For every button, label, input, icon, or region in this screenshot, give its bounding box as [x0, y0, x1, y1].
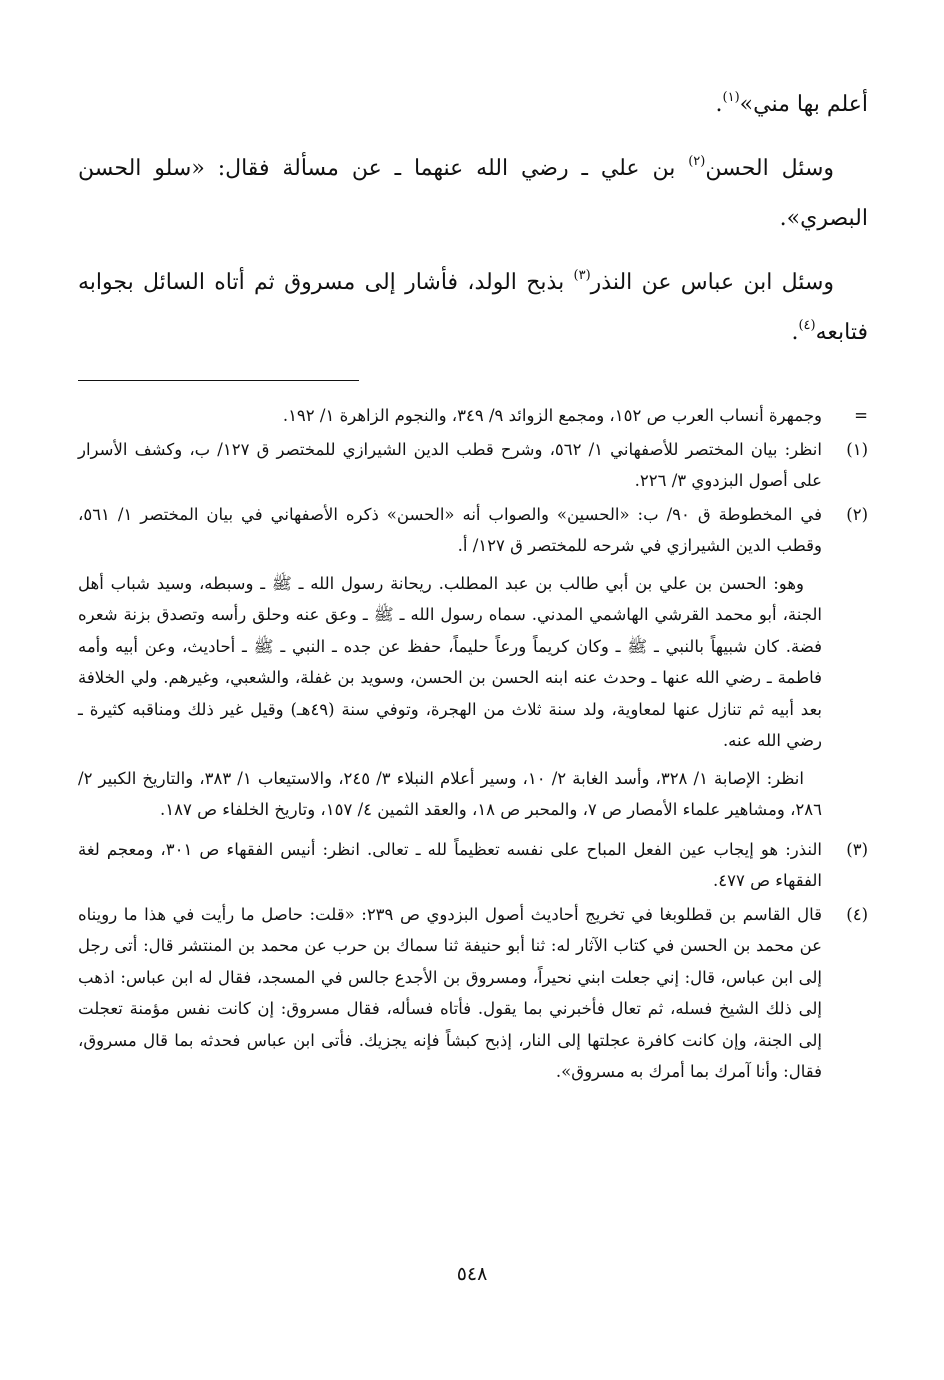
footnote-2-sources: انظر: الإصابة ١/ ٣٢٨، وأسد الغابة ٢/ ١٠، وسير أعلام النبلاء ٣/ ٢٤٥، والاستيعاب ١/ ٣٨٣، والتاريخ الكبير ٢/ ٢٨٦، ومشاهير علماء الأمصار ص ٧، والمحبر ص ١٨، والعقد الثمين ٤/ ١٥٧، وتاريخ الخلفاء ص ١٨٧. [78, 768, 822, 819]
footnote-ref-1[interactable]: (١) [722, 89, 740, 105]
footnote-mark: (٤) [846, 904, 868, 924]
footnote-ref-3[interactable]: (٣) [573, 267, 591, 283]
footnote-mark: (٣) [846, 839, 868, 859]
main-paragraph-2: وسئل الحسن$^{(٢)}$ بن علي ـ رضي الله عنهما ـ عن مسألة فقال: «سلو الحسن البصري». [78, 153, 868, 231]
footnote-ref-2[interactable]: (٢) [688, 153, 706, 169]
main-paragraph-1: أعلم بها مني»$^{(١)}$. [715, 89, 868, 117]
footnote-4: (٤) قال القاسم بن قطلوبغا في تخريج أحاديث أصول البزدوي ص ٢٣٩: «قلت: حاصل ما رأيت في هذا ما رويناه عن محمد بن الحسن في كتاب الآثار له: ثنا أبو حنيفة ثنا سماك بن حرب عن محمد بن المنتشر قال: أتى رجل إلى ابن عباس، قال: إني جعلت ابني نحيراً، ومسروق بن الأجدع جالس في المسجد، فقال له ابن عباس: اذهب إلى ذلك الشيخ فسله، ثم تعال فأخبرني بما يقول. فأتاه فسأله، فقال مسروق: إن كانت نفس مؤمنة تعجلت إلى الجنة، وإن كانت كافرة عجلتها إلى النار، إذبح كبشاً فإنه يجزيك. فأتى ابن عباس فحدثه بما قال مسروق، فقال: وأنا آمرك بما أمرك به مسروق». [78, 899, 868, 1088]
footnote-2-paragraph: في المخطوطة ق ٩٠/ ب: «الحسين» والصواب أنه «الحسن» ذكره الأصفهاني في بيان المختصر ١/ ٥٦١، وقطب الدين الشيرازي في شرحه للمختصر ق ١٢٧/ أ. [78, 504, 822, 555]
footnote-2 [78, 499, 868, 832]
main-text [78, 80, 868, 372]
footnote-separator [78, 380, 359, 381]
footnotes [78, 400, 868, 1090]
footnote-continuation: = وجمهرة أنساب العرب ص ١٥٢، ومجمع الزوائد ٩/ ٣٤٩، والنجوم الزاهرة ١/ ١٩٢. [78, 400, 868, 432]
footnote-2-biography: وهو: الحسن بن علي بن أبي طالب بن عبد المطلب. ريحانة رسول الله ـ ﷺ ـ وسبطه، وسيد شباب أهل الجنة، أبو محمد القرشي الهاشمي المدني. سماه رسول الله ـ ﷺ ـ وعق عنه وحلق رأسه وتصدق بزنة شعره فضة. كان شبيهاً بالنبي ـ ﷺ ـ وكان كريماً ورعاً حليماً، حفظ عن جده ـ النبي ـ ﷺ ـ أحاديث، وعن أبيه وأمه فاطمة ـ رضي الله عنها ـ وحدث عنه ابنه الحسن بن الحسن، وسويد بن غفلة، والشعبي، وغيرهم. ولي الخلافة بعد أبيه ثم تنازل عنها لمعاوية، ولد سنة ثلاث من الهجرة، وتوفي سنة (٤٩هـ) وقيل غير ذلك ومناقبه كثيرة ـ رضي الله عنه. [78, 573, 822, 750]
main-paragraph-3: وسئل ابن عباس عن النذر$^{(٣)}$ بذبح الولد، فأشار إلى مسروق ثم أتاه السائل بجوابه فتابعه$^{(٤)}$. [78, 267, 868, 345]
page-number: ٥٤٨ [456, 1263, 488, 1285]
footnote-1: (١) انظر: بيان المختصر للأصفهاني ١/ ٥٦٢، وشرح قطب الدين الشيرازي للمختصر ق ١٢٧/ ب، وكشف الأسرار على أصول البزدوي ٣/ ٢٢٦. [78, 434, 868, 497]
footnote-mark: = [854, 406, 868, 425]
footnote-mark: (١) [846, 439, 868, 459]
footnote-ref-4[interactable]: (٤) [798, 317, 816, 333]
footnote-3: (٣) النذر: هو إيجاب عين الفعل المباح على نفسه تعظيماً لله ـ تعالى. انظر: أنيس الفقهاء ص ٣٠١، ومعجم لغة الفقهاء ص ٤٧٧. [78, 834, 868, 897]
footnote-mark: (٢) [846, 504, 868, 524]
